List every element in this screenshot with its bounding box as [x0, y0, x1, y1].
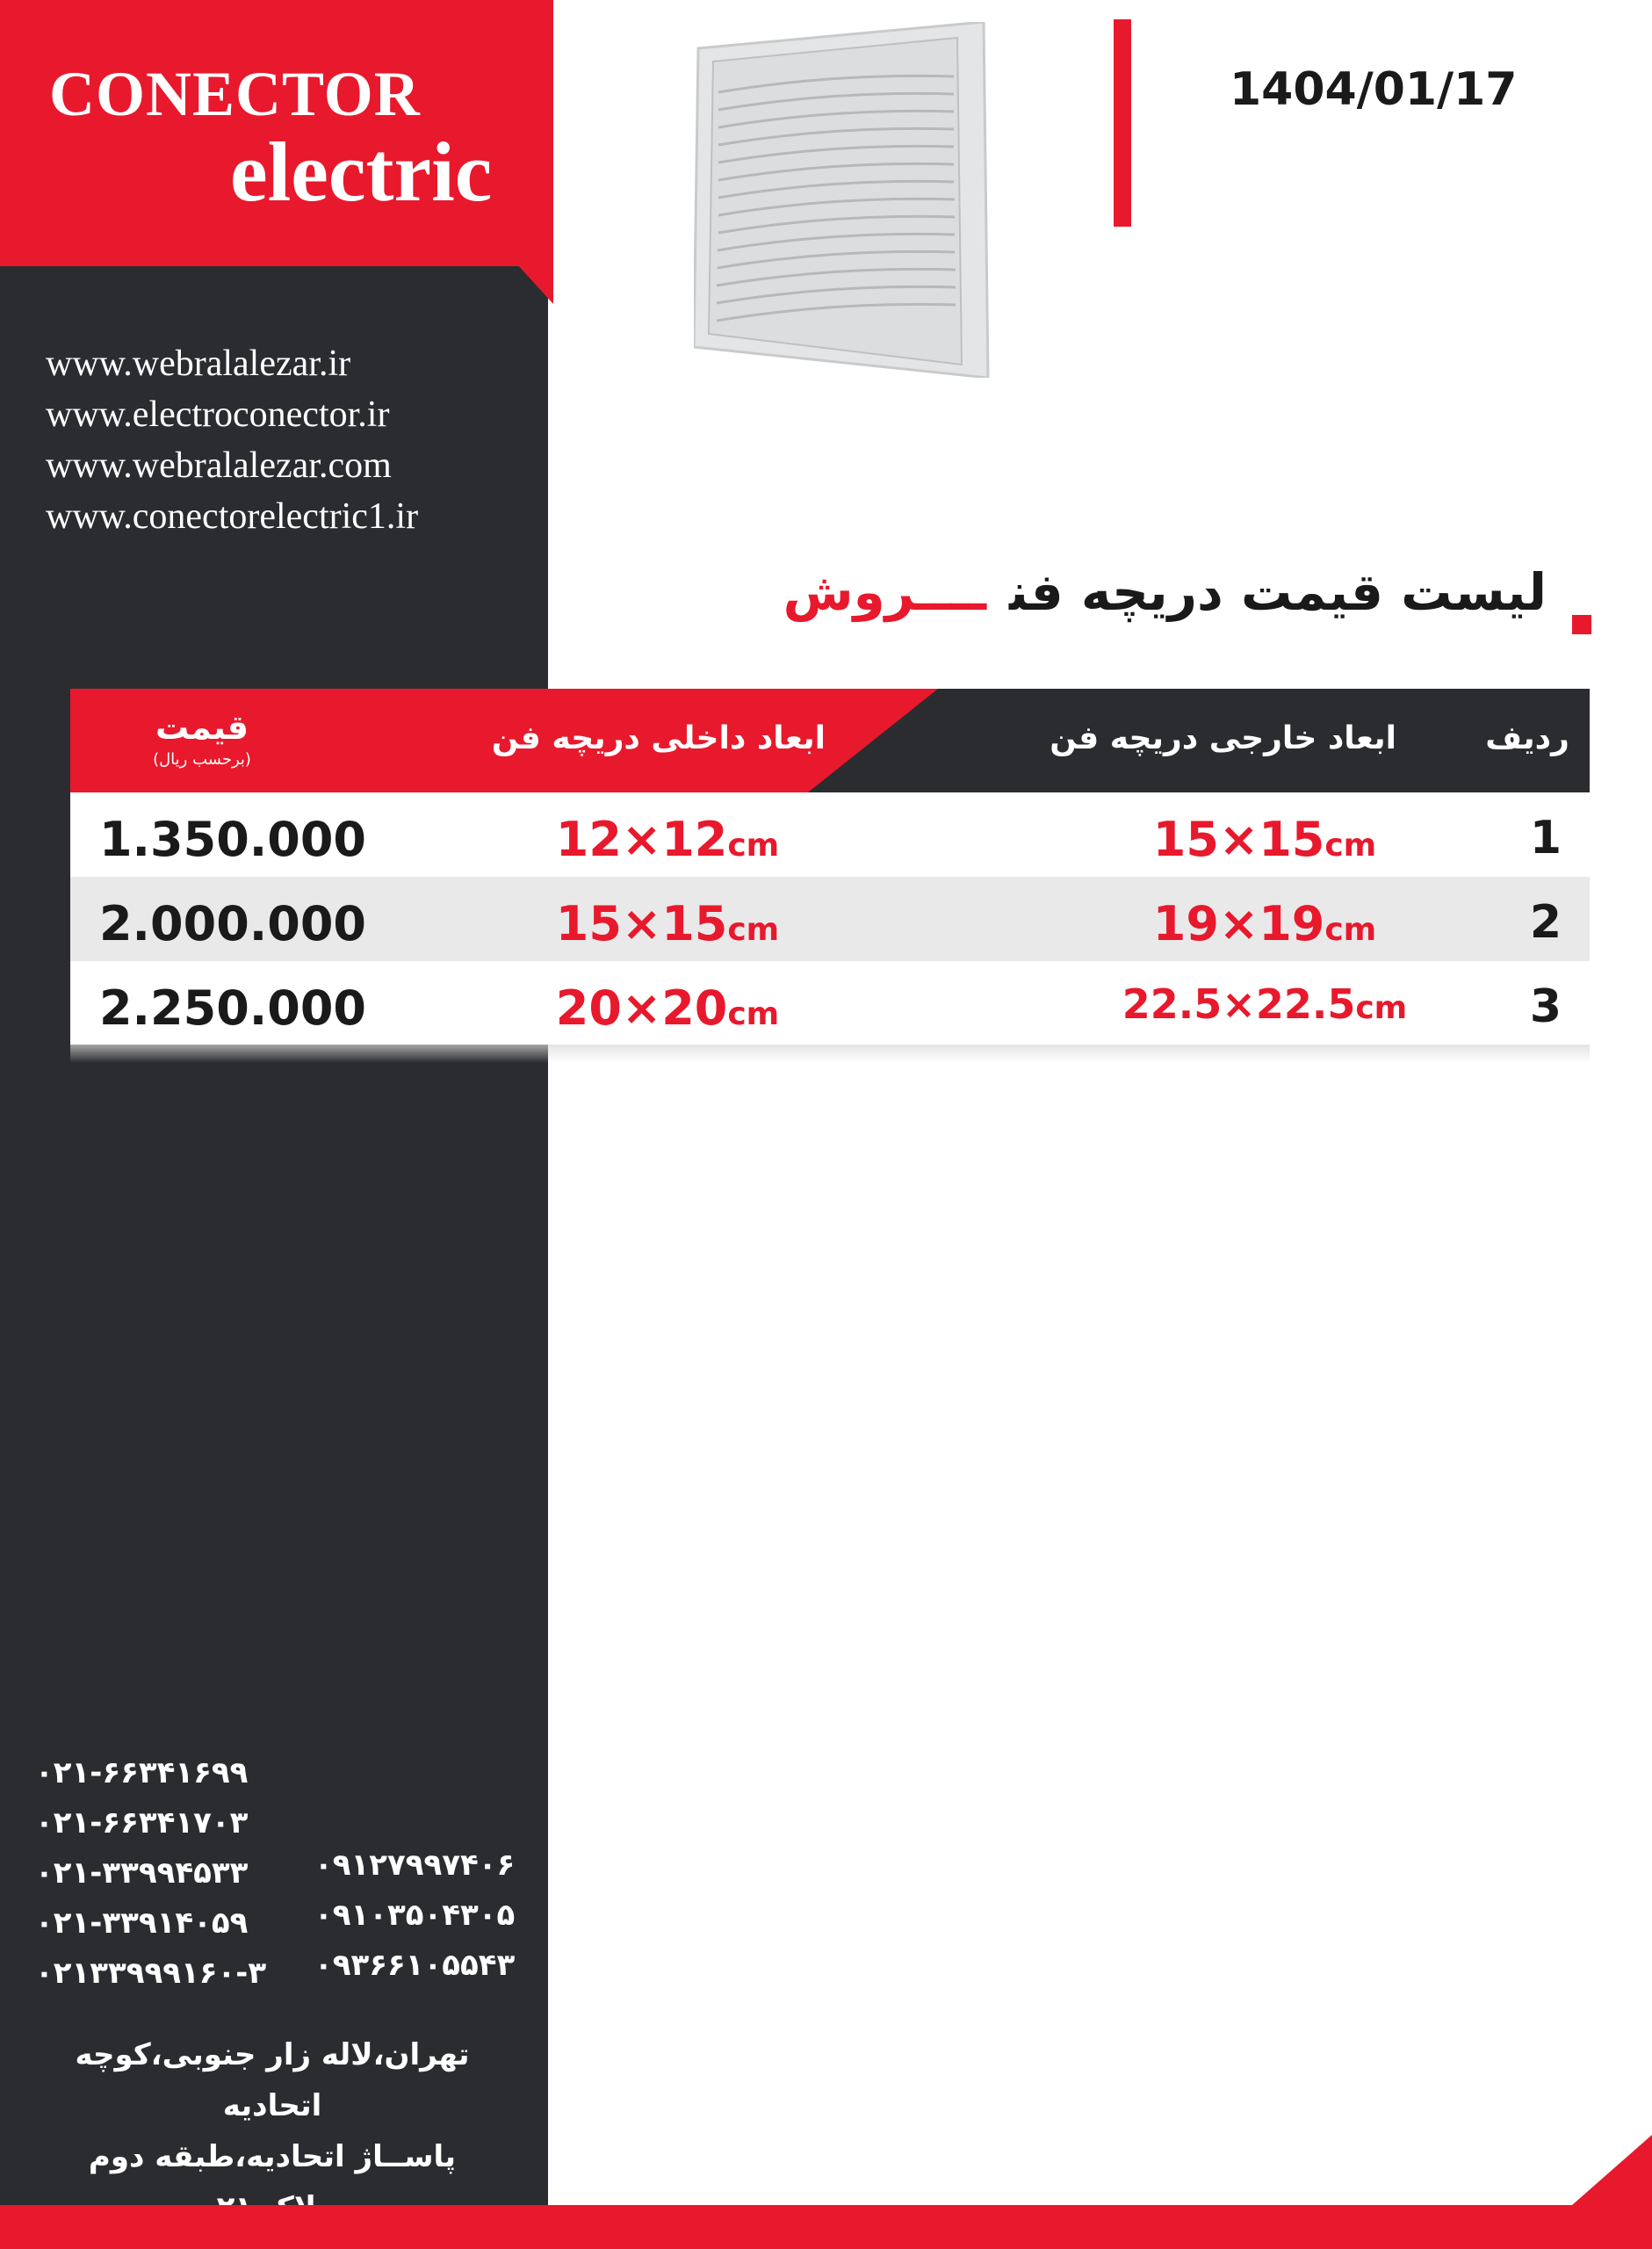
cell-inner-size: 20×20cm — [555, 980, 780, 1036]
header-row-number: ردیف — [1485, 720, 1569, 756]
title-brand: ــــروش — [783, 562, 987, 622]
phone-number[interactable]: ۰۹۱۰۳۵۰۴۳۰۵ — [314, 1898, 516, 1933]
website-list — [46, 338, 418, 542]
address-line: تهران،لاله زار جنوبی،کوچه اتحادیه — [75, 2037, 470, 2123]
phone-number[interactable]: ۰۹۳۶۶۱۰۵۵۴۳ — [314, 1948, 516, 1983]
address-block — [26, 2029, 518, 2233]
table-row — [70, 961, 1590, 1045]
cell-inner-size: 15×15cm — [555, 896, 780, 951]
cell-row-number: 1 — [1529, 812, 1562, 864]
header-inner-size: ابعاد داخلی دریچه فن — [491, 720, 826, 756]
table-row — [70, 792, 1590, 877]
table-row — [70, 877, 1590, 961]
fan-grille-image — [694, 22, 992, 378]
cell-inner-size: 12×12cm — [555, 812, 780, 867]
phone-list-landline — [35, 1748, 266, 1999]
phone-number[interactable]: ۰۲۱-۶۶۳۴۱۶۹۹ — [35, 1755, 249, 1790]
title-text: لیست قیمت دریچه فن — [1009, 562, 1547, 622]
cell-row-number: 3 — [1529, 980, 1562, 1033]
header-outer-size: ابعاد خارجی دریچه فن — [1050, 720, 1396, 756]
cell-row-number: 2 — [1529, 896, 1562, 949]
phone-number[interactable]: ۰۹۱۲۷۹۹۷۴۰۶ — [314, 1848, 516, 1883]
website-link[interactable]: www.conectorelectric1.ir — [46, 496, 419, 537]
page-title — [783, 562, 1547, 622]
cell-price: 2.000.000 — [98, 896, 367, 951]
header-price: قیمت — [155, 708, 249, 747]
logo-notch — [516, 264, 553, 304]
price-list-date: 1404/01/17 — [1230, 63, 1518, 116]
table-header — [70, 689, 1590, 792]
website-link[interactable]: www.webralalezar.com — [46, 445, 392, 486]
website-link[interactable]: www.webralalezar.ir — [46, 343, 351, 384]
logo-box — [0, 0, 553, 266]
phone-list-mobile — [314, 1840, 515, 1991]
cell-outer-size: 15×15cm — [1152, 812, 1377, 867]
phone-number[interactable]: ۰۲۱-۳۳۹۹۴۵۳۳ — [35, 1855, 249, 1891]
logo-text-electric: electric — [230, 125, 493, 219]
footer-bar — [0, 2205, 1652, 2249]
price-table — [70, 689, 1590, 1045]
phone-number[interactable]: ۰۲۱۳۳۹۹۹۱۶۰-۳ — [35, 1956, 267, 1991]
cell-outer-size: 19×19cm — [1152, 896, 1377, 951]
website-link[interactable]: www.electroconector.ir — [46, 394, 390, 435]
header-price-unit: (برحسب ریال) — [153, 750, 251, 769]
phone-number[interactable]: ۰۲۱-۶۶۳۴۱۷۰۳ — [35, 1805, 249, 1840]
logo-text-conector: CONECTOR — [49, 59, 421, 129]
title-bullet — [1572, 615, 1591, 634]
footer-corner-accent — [1572, 2135, 1652, 2205]
cell-price: 1.350.000 — [98, 812, 367, 867]
phone-number[interactable]: ۰۲۱-۳۳۹۱۴۰۵۹ — [35, 1906, 249, 1941]
cell-price: 2.250.000 — [98, 980, 367, 1036]
header-divider — [1114, 19, 1131, 227]
cell-outer-size: 22.5×22.5cm — [1122, 980, 1408, 1028]
address-line: پاســاژ اتحادیه،طبقه دوم — [88, 2139, 457, 2174]
